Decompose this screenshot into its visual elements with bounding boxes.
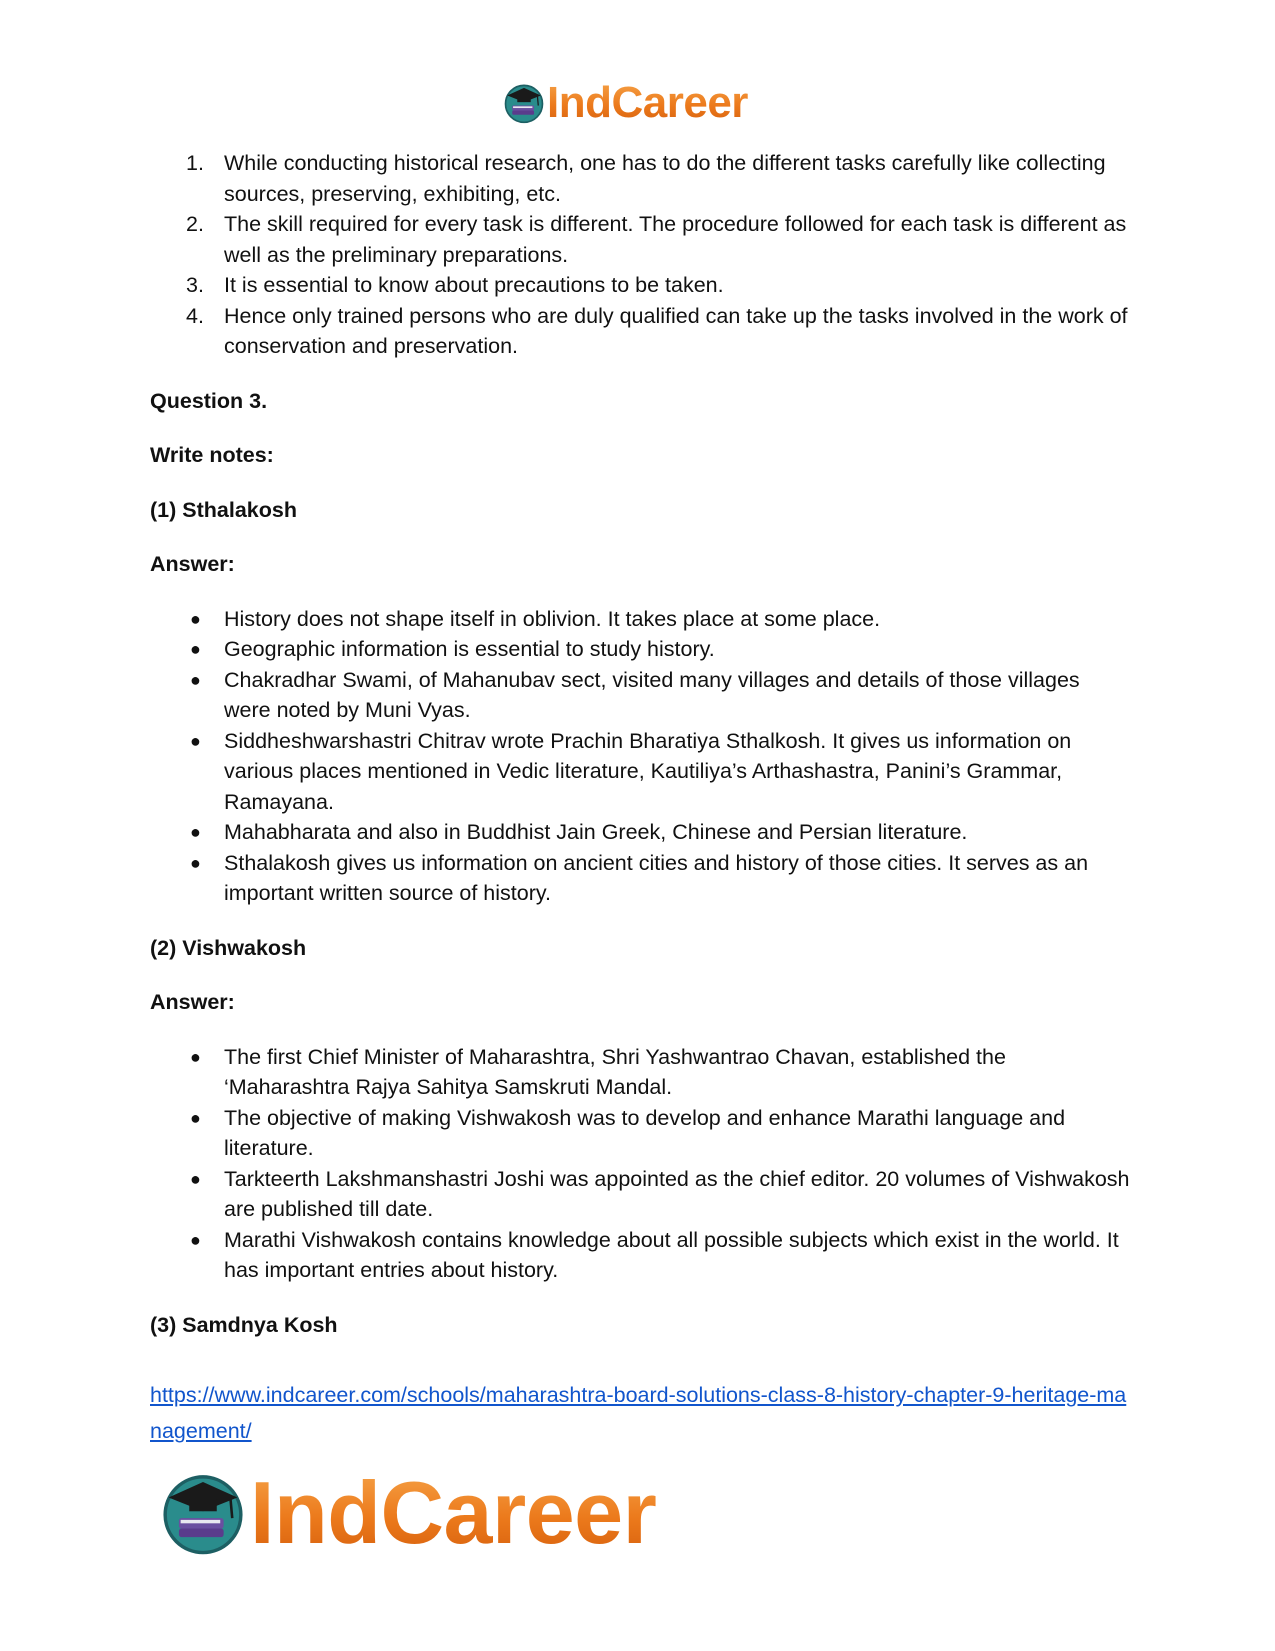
list-item-text: It is essential to know about precautions to be taken. — [224, 273, 724, 297]
bullet-icon: ● — [190, 822, 201, 842]
list-item — [150, 1042, 1130, 1103]
bullet-icon: ● — [190, 852, 201, 873]
header-logo — [503, 80, 748, 126]
source-url-link[interactable]: https://www.indcareer.com/schools/maharashtra-board-solutions-class-8-history-chapter-9-heritage-management/ — [150, 1383, 1127, 1443]
numbered-list — [150, 148, 1130, 362]
list-item-text: Tarkteerth Lakshmanshastri Joshi was appointed as the chief editor. 20 volumes of Vishwakosh are published till date. — [224, 1166, 1130, 1221]
list-item — [150, 726, 1130, 818]
list-item-text: History does not shape itself in oblivion. It takes place at some place. — [224, 606, 881, 631]
list-item-text: While conducting historical research, one has to do the different tasks carefully like collecting sources, preserving, exhibiting, etc. — [224, 151, 1106, 206]
list-item — [150, 848, 1130, 909]
list-item — [150, 817, 1130, 848]
section-title-samdnya-kosh: (3) Samdnya Kosh — [150, 1312, 338, 1337]
list-item-text: The skill required for every task is different. The procedure followed for each task is different as well as the preliminary preparations. — [224, 212, 1127, 267]
section-title-vishwakosh: (2) Vishwakosh — [150, 935, 307, 960]
list-item — [150, 270, 1130, 301]
list-item-text: Sthalakosh gives us information on ancient cities and history of those cities. It serves as an important written source of history. — [224, 850, 1089, 905]
instruction-heading: Write notes: — [150, 443, 274, 467]
section-title-sthalakosh: (1) Sthalakosh — [150, 497, 297, 522]
list-number: 3. — [186, 273, 204, 297]
list-number: 4. — [186, 303, 204, 328]
bullet-icon: ● — [190, 1107, 201, 1128]
graduation-book-icon — [160, 1470, 246, 1556]
list-item-text: Chakradhar Swami, of Mahanubav sect, visited many villages and details of those villages were noted by Muni Vyas. — [224, 667, 1080, 722]
list-number: 2. — [186, 212, 204, 236]
bullet-icon: ● — [190, 730, 201, 751]
bullet-icon: ● — [190, 1046, 201, 1067]
logo-wordmark: IndCareer — [547, 78, 748, 127]
question-heading: Question 3. — [150, 388, 268, 413]
answer-label: Answer: — [150, 990, 235, 1014]
list-item-text: Marathi Vishwakosh contains knowledge about all possible subjects which exist in the world. It has important entries about history. — [224, 1227, 1119, 1282]
list-item — [150, 148, 1130, 209]
list-item-text: The first Chief Minister of Maharashtra, Shri Yashwantrao Chavan, established the ‘Maharashtra Rajya Sahitya Samskruti Mandal. — [224, 1044, 1006, 1099]
bullet-list-sthalakosh — [150, 604, 1130, 909]
footer-logo — [160, 1463, 657, 1562]
graduation-book-icon — [503, 82, 545, 124]
bullet-icon: ● — [190, 669, 201, 690]
list-item — [150, 1225, 1130, 1286]
list-item — [150, 604, 1130, 635]
list-item — [150, 1103, 1130, 1164]
logo-wordmark: IndCareer — [250, 1463, 657, 1562]
bullet-icon: ● — [190, 608, 201, 629]
list-item — [150, 301, 1130, 362]
list-item — [150, 634, 1130, 665]
bullet-icon: ● — [190, 1168, 201, 1189]
list-item-text: Hence only trained persons who are duly qualified can take up the tasks involved in the work of conservation and preservation. — [224, 303, 1128, 358]
list-item-text: Mahabharata and also in Buddhist Jain Greek, Chinese and Persian literature. — [224, 820, 968, 844]
answer-label: Answer: — [150, 552, 235, 576]
list-item — [150, 665, 1130, 726]
list-number: 1. — [186, 151, 204, 175]
list-item-text: Siddheshwarshastri Chitrav wrote Prachin Bharatiya Sthalkosh. It gives us information on various places mentioned in Vedic literature, Kautiliya’s Arthashastra, Panini’s Grammar, Ramayana. — [224, 728, 1072, 814]
bullet-list-vishwakosh — [150, 1042, 1130, 1286]
list-item-text: The objective of making Vishwakosh was to develop and enhance Marathi language and literature. — [224, 1105, 1066, 1160]
list-item — [150, 1164, 1130, 1225]
bullet-icon: ● — [190, 639, 201, 659]
bullet-icon: ● — [190, 1229, 201, 1250]
list-item — [150, 209, 1130, 270]
document-body — [150, 148, 1130, 1340]
list-item-text: Geographic information is essential to study history. — [224, 637, 715, 661]
